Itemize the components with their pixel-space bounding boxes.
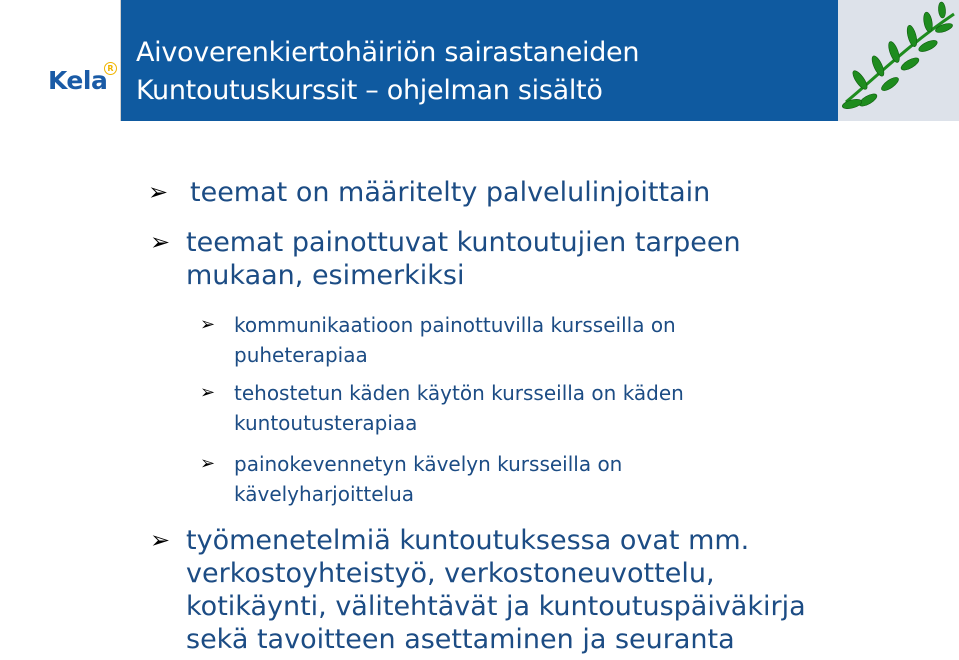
bullet-text: tehostetun käden käytön kursseilla on käden (234, 381, 684, 405)
bullet-text: teemat painottuvat kuntoutujien tarpeen (186, 227, 741, 258)
bullet-text: kommunikaatioon painottuvilla kursseilla on (234, 313, 676, 337)
bullet-text: kotikäynti, välitehtävät ja kuntoutuspäiväkirja (186, 591, 806, 622)
arrow-bullet-icon: ➢ (150, 526, 171, 554)
bullet-item (150, 524, 806, 656)
bullet-text: painokevennetyn kävelyn kursseilla on (234, 452, 623, 476)
sub-bullet-item (200, 449, 623, 509)
registered-mark-icon: R (104, 62, 117, 75)
title-line-1: Aivoverenkiertohäiriön sairastaneiden (136, 37, 640, 68)
arrow-bullet-icon: ➢ (150, 228, 171, 256)
bullet-text: kävelyharjoittelua (234, 482, 414, 506)
arrow-bullet-icon: ➢ (200, 453, 216, 474)
sub-bullet-item (200, 310, 676, 370)
arrow-bullet-icon: ➢ (148, 178, 169, 206)
arrow-bullet-icon: ➢ (200, 314, 216, 335)
bullet-text: teemat on määritelty palvelulinjoittain (190, 177, 711, 208)
bullet-item (148, 176, 711, 209)
bullet-item (150, 226, 741, 292)
bullet-text: sekä tavoitteen asettaminen ja seuranta (186, 624, 735, 655)
arrow-bullet-icon: ➢ (200, 382, 216, 403)
title-line-2: Kuntoutuskurssit – ohjelman sisältö (136, 75, 603, 106)
bullet-text: kuntoutusterapiaa (234, 411, 418, 435)
sub-bullet-item (200, 378, 684, 438)
bullet-text: mukaan, esimerkiksi (186, 260, 465, 291)
bullet-text: verkostoyhteistyö, verkostoneuvottelu, (186, 558, 715, 589)
bullet-text: puheterapiaa (234, 343, 368, 367)
logo-text: Kela (48, 66, 108, 95)
bullet-text: työmenetelmiä kuntoutuksessa ovat mm. (186, 525, 750, 556)
